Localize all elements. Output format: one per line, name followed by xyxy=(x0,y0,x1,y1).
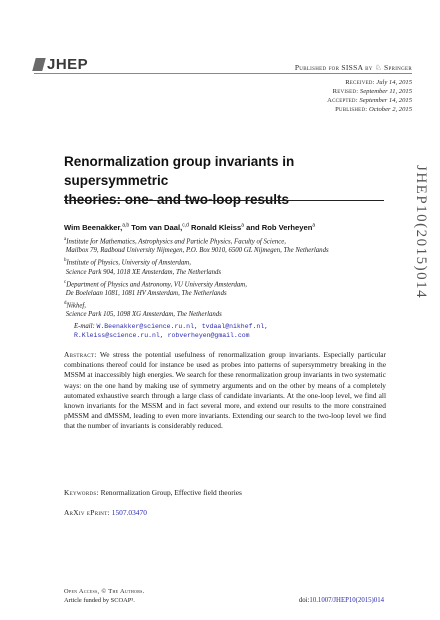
abstract-text: We stress the potential usefulness of renormalization group invariants. Especially particular combinations thereof could for instance be used as probes into patterns of supersymmetry breaking in the MSSM at inaccessibly high energies. We search for these renormalization group invariants in two systematic ways: on the one hand by making use of symmetry arguments and on the other by means of a completely automated exhaustive search through a large class of candidate invariants. At the one-loop level, we find all known invariants for the MSSM and in fact several more, and extend our results to the more constrained pMSSM and dMSSM, leading to even more invariants. Extending our search to the two-loop level we find that the number of invariants is considerably reduced. xyxy=(64,350,387,431)
affiliations xyxy=(64,236,394,322)
abstract-label: Abstract: xyxy=(64,350,97,359)
date-published: Published: October 2, 2015 xyxy=(335,106,412,113)
abstract xyxy=(64,350,386,432)
publication-dates xyxy=(327,78,412,114)
author: Ronald Kleiss$^a$ xyxy=(190,222,244,232)
doi: doi:10.1007/JHEP10(2015)014 xyxy=(298,597,384,604)
arxiv-eprint: ArXiv ePrint: 1507.03470 xyxy=(64,508,147,517)
paper-title: Renormalization group invariants in supersymmetric theories: one- and two-loop results xyxy=(64,154,295,207)
date-received: Received: July 14, 2015 xyxy=(345,79,412,86)
doi-link[interactable]: 10.1007/JHEP10(2015)014 xyxy=(309,597,384,604)
jhep-logo-mark-icon xyxy=(32,58,45,71)
affiliation: $^c$Department of Physics and Astronomy, VU University Amsterdam, De Boelelaan 1081, 1081 HV Amsterdam, The Netherlands xyxy=(64,279,247,297)
date-revised: Revised: September 11, 2015 xyxy=(332,88,412,95)
email-link[interactable]: R.Kleiss@science.ru.nl, robverheyen@gmail.com xyxy=(74,332,250,339)
date-accepted: Accepted: September 14, 2015 xyxy=(327,97,412,104)
author-emails: E-mail: W.Beenakker@science.ru.nl, tvdaal@nikhef.nl, R.Kleiss@science.ru.nl, robverheyen@gmail.com xyxy=(74,323,269,339)
author: Tom van Daal,$^{c,d}$ xyxy=(131,222,189,232)
side-journal-id: JHEP10(2015)014 xyxy=(413,165,429,300)
affiliation: $^b$Institute of Physics, University of Amsterdam, Science Park 904, 1018 XE Amsterdam, The Netherlands xyxy=(64,258,222,276)
publisher-line: Published for SISSA by ♘ Springer xyxy=(294,63,412,72)
author: Wim Beenakker,$^{a,b}$ xyxy=(64,222,130,232)
keywords: Keywords: Renormalization Group, Effective field theories xyxy=(64,488,242,497)
header-divider xyxy=(34,73,412,74)
affiliation: $^a$Institute for Mathematics, Astrophysics and Particle Physics, Faculty of Science, Mailbox 79, Radboud University Nijmegen, P.O. Box 9010, 6500 GL Nijmegen, The Netherlands xyxy=(64,237,329,255)
author-list xyxy=(64,222,315,232)
journal-logo: JHEP xyxy=(34,56,88,73)
arxiv-link[interactable]: 1507.03470 xyxy=(111,508,147,517)
title-divider xyxy=(64,200,384,201)
author: and Rob Verheyen$^a$ xyxy=(246,222,316,232)
affiliation: $^d$Nikhef, Science Park 105, 1098 XG Amsterdam, The Netherlands xyxy=(64,301,222,319)
email-link[interactable]: W.Beenakker@science.ru.nl, tvdaal@nikhef.nl, xyxy=(96,323,269,330)
license-info: Open Access, © The Authors. Article funded by SCOAP³. xyxy=(64,588,145,604)
springer-horse-icon: ♘ xyxy=(374,63,382,72)
